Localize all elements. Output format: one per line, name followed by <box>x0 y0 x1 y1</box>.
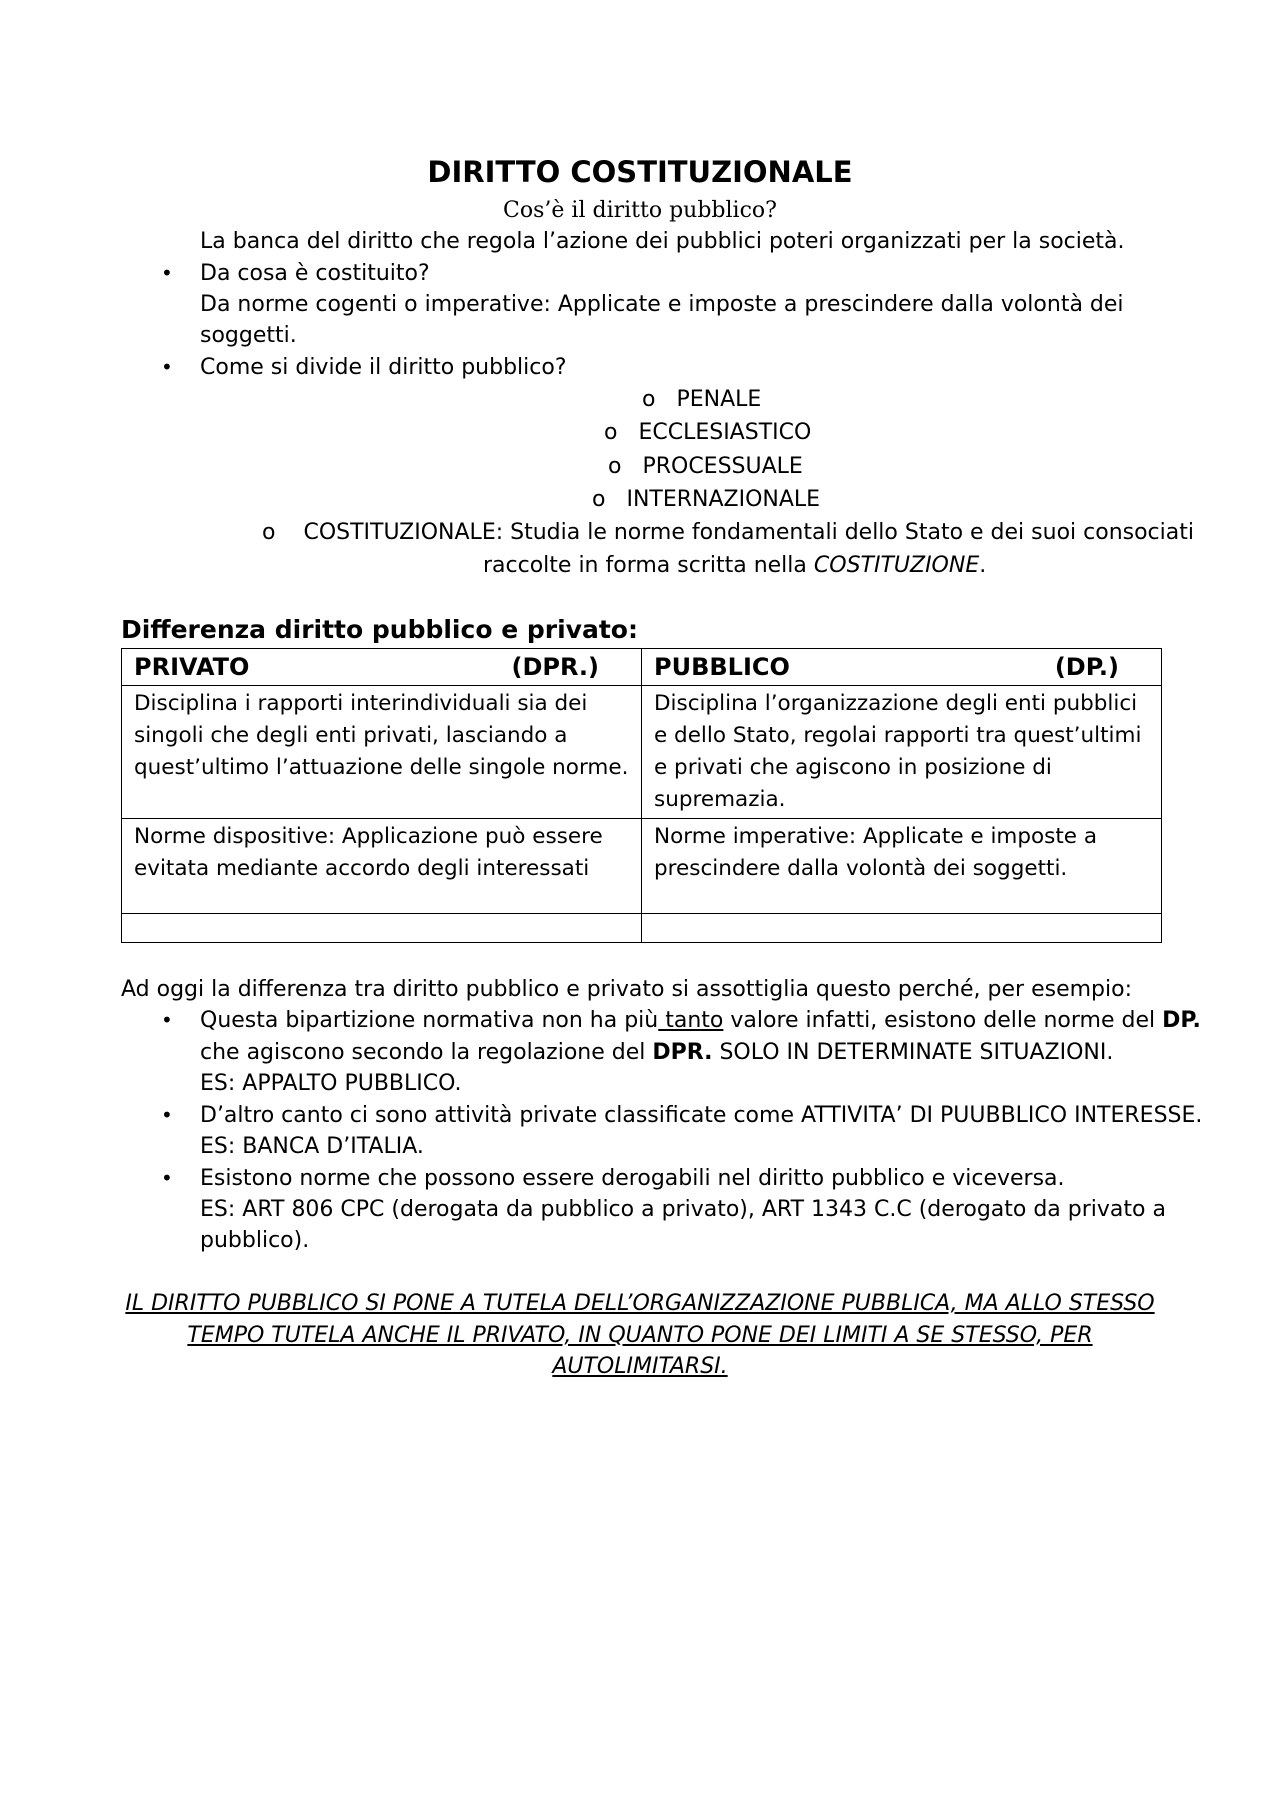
example-text: ES: BANCA D’ITALIA. <box>200 1134 424 1159</box>
table-header-row <box>122 649 1162 686</box>
table-row <box>122 819 1162 914</box>
bullet-icon: • <box>161 261 173 285</box>
header-public: PUBBLICO (DP.) <box>642 649 1162 686</box>
bullet-text: Esistono norme che possono essere derogabili nel diritto pubblico e viceversa. <box>200 1166 1065 1191</box>
division-item: o INTERNAZIONALE <box>592 487 821 512</box>
bullet-text-cont: che agiscono secondo la regolazione del DPR. SOLO IN DETERMINATE SITUAZIONI. <box>200 1040 1114 1065</box>
circle-bullet-icon: o <box>608 454 622 479</box>
bullet-icon: • <box>161 1008 173 1032</box>
circle-bullet-icon: o <box>592 487 606 512</box>
question-composition: Da cosa è costituito? <box>200 261 430 286</box>
table-row <box>122 686 1162 819</box>
circle-bullet-icon: o <box>642 387 656 412</box>
circle-bullet-icon: o <box>262 520 276 545</box>
closing-statement-line2: TEMPO TUTELA ANCHE IL PRIVATO, IN QUANTO PONE DEI LIMITI A SE STESSO, PER <box>187 1323 1093 1348</box>
table-cell: Disciplina i rapporti interindividuali sia dei singoli che degli enti privati, lasciando a quest’ultimo l’attuazione delle singole norme. <box>122 686 642 819</box>
table-cell <box>642 914 1162 943</box>
comparison-heading: Differenza diritto pubblico e privato: <box>121 615 638 644</box>
example-text: ES: ART 806 CPC (derogata da pubblico a privato), ART 1343 C.C (derogato da privato a <box>200 1197 1166 1222</box>
comparison-table <box>121 648 1162 943</box>
header-private: PRIVATO (DPR.) <box>122 649 642 686</box>
division-item: o ECCLESIASTICO <box>604 420 812 445</box>
answer-composition-line2: soggetti. <box>200 323 297 348</box>
circle-bullet-icon: o <box>604 420 618 445</box>
division-item-costituzionale-cont: raccolte in forma scritta nella COSTITUZIONE. <box>483 553 987 578</box>
today-intro: Ad oggi la differenza tra diritto pubblico e privato si assottiglia questo perché, per esempio: <box>121 977 1132 1002</box>
page-title: DIRITTO COSTITUZIONALE <box>427 155 853 189</box>
closing-statement-line1: IL DIRITTO PUBBLICO SI PONE A TUTELA DELL’ORGANIZZAZIONE PUBBLICA, MA ALLO STESSO <box>125 1291 1155 1316</box>
page-subtitle: Cos’è il diritto pubblico? <box>503 198 777 223</box>
division-item-costituzionale: o COSTITUZIONALE: Studia le norme fondamentali dello Stato e dei suoi consociati <box>262 520 1194 545</box>
closing-statement-line3: AUTOLIMITARSI. <box>552 1354 728 1379</box>
table-cell: Disciplina l’organizzazione degli enti pubblici e dello Stato, regolai rapporti tra quest’ultimi e privati che agiscono in posizione di supremazia. <box>642 686 1162 819</box>
division-item: o PROCESSUALE <box>608 454 803 479</box>
table-cell: Norme dispositive: Applicazione può essere evitata mediante accordo degli interessati <box>122 819 642 914</box>
bullet-icon: • <box>161 1166 173 1190</box>
bullet-icon: • <box>161 355 173 379</box>
question-division: Come si divide il diritto pubblico? <box>200 355 567 380</box>
table-cell: Norme imperative: Applicate e imposte a prescindere dalla volontà dei soggetti. <box>642 819 1162 914</box>
bullet-icon: • <box>161 1103 173 1127</box>
bullet-text: Questa bipartizione normativa non ha più tanto valore infatti, esistono delle norme del DP. <box>200 1008 1201 1033</box>
example-text-cont: pubblico). <box>200 1228 310 1253</box>
table-cell <box>122 914 642 943</box>
definition-text: La banca del diritto che regola l’azione dei pubblici poteri organizzati per la società. <box>200 229 1125 254</box>
example-text: ES: APPALTO PUBBLICO. <box>200 1071 462 1096</box>
bullet-text: D’altro canto ci sono attività private classificate come ATTIVITA’ DI PUUBBLICO INTERESSE. <box>200 1103 1203 1128</box>
answer-composition-line1: Da norme cogenti o imperative: Applicate e imposte a prescindere dalla volontà dei <box>200 292 1124 317</box>
table-row <box>122 914 1162 943</box>
division-item: o PENALE <box>642 387 762 412</box>
